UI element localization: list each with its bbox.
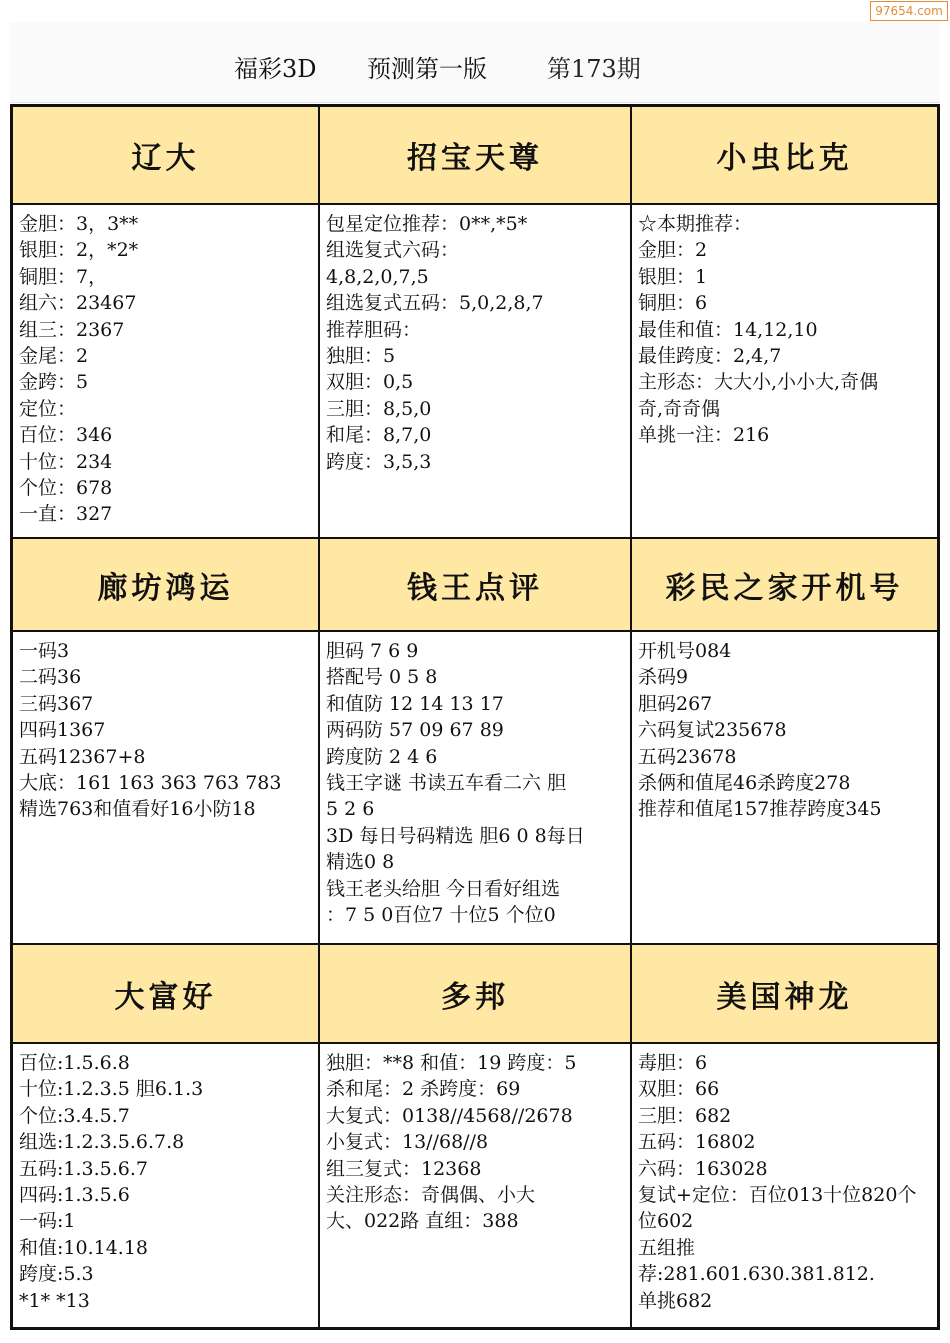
content-line: 3D 每日号码精选 胆6 0 8每日: [326, 824, 585, 847]
content-line: 最佳跨度：2,4,7: [638, 345, 782, 368]
content-line: 三胆：682: [638, 1104, 732, 1127]
content-line: 五组推: [638, 1236, 696, 1259]
content-line: 大、022路 直组：388: [326, 1210, 519, 1233]
content-line: 金跨：5: [19, 371, 89, 394]
content-line: 六码复试235678: [638, 719, 787, 742]
section-title-xiaochong-bike: 小虫比克: [632, 107, 937, 205]
content-line: 十位：234: [19, 450, 113, 473]
content-line: 奇,奇奇偶: [638, 397, 721, 420]
content-line: 四码:1.3.5.6: [19, 1184, 130, 1207]
content-line: 搭配号 0 5 8: [326, 666, 438, 689]
section-content-dafuhao: [13, 1044, 320, 1327]
content-line: 小复式：13//68//8: [326, 1131, 489, 1154]
content-line: 银胆：1: [638, 265, 708, 288]
content-line: 金胆：2: [638, 239, 708, 262]
content-line: 独胆：5: [326, 345, 396, 368]
content-line: 跨度:5.3: [19, 1263, 94, 1286]
content-line: 五码：16802: [638, 1131, 756, 1154]
content-line: 组三复式：12368: [326, 1157, 482, 1180]
content-line: 组选复式六码：: [326, 239, 460, 262]
content-line: 两码防 57 09 67 89: [326, 719, 504, 742]
content-line: *1* *13: [19, 1289, 90, 1312]
content-line: 组选复式五码：5,0,2,8,7: [326, 292, 544, 315]
content-line: 杀和尾：2 杀跨度：69: [326, 1078, 521, 1101]
content-line: 三码367: [19, 692, 94, 715]
content-line: 推荐和值尾157推荐跨度345: [638, 798, 882, 821]
content-line: 包星定位推荐：0**,*5*: [326, 213, 528, 235]
content-line: 三胆：8,5,0: [326, 397, 432, 420]
content-line: 组选:1.2.3.5.6.7.8: [19, 1131, 185, 1154]
content-line: 五码23678: [638, 745, 737, 768]
prediction-table: [10, 104, 940, 1330]
content-line: 和值:10.14.18: [19, 1236, 149, 1259]
edition-label: 预测第一版: [367, 55, 487, 83]
content-line: 六码：163028: [638, 1157, 768, 1180]
content-line: 一码:1: [19, 1210, 76, 1233]
section-content-qianwang-dianping: [320, 632, 632, 945]
content-line: 独胆：**8 和值：19 跨度：5: [326, 1052, 577, 1074]
lottery-name: 福彩3D: [234, 55, 317, 83]
content-line: 四码1367: [19, 719, 106, 742]
content-line: ：7 5 0百位7 十位5 个位0: [326, 904, 556, 927]
content-line: 杀码9: [638, 666, 689, 689]
content-line: 双胆：0,5: [326, 371, 414, 394]
section-title-duobang: 多邦: [320, 945, 632, 1044]
section-content-xiaochong-bike: [632, 205, 937, 539]
content-line: 杀俩和值尾46杀跨度278: [638, 772, 851, 795]
content-line: 金胆：3，3**: [19, 213, 139, 235]
content-line: 跨度防 2 4 6: [326, 745, 438, 768]
section-content-langfang-hongyun: [13, 632, 320, 945]
content-line: 胆码 7 6 9: [326, 640, 419, 662]
content-line: 4,8,2,0,7,5: [326, 265, 429, 288]
content-line: 单挑682: [638, 1289, 713, 1312]
content-line: 定位：: [19, 397, 77, 420]
section-content-liaoda: [13, 205, 320, 539]
section-title-meiguo-shenlong: 美国神龙: [632, 945, 937, 1044]
content-line: 大复式：0138//4568//2678: [326, 1104, 573, 1127]
content-line: 主形态：大大小,小小大,奇偶: [638, 371, 879, 394]
site-watermark: 97654.com: [870, 1, 948, 21]
section-content-meiguo-shenlong: [632, 1044, 937, 1327]
content-line: 位602: [638, 1210, 694, 1233]
content-line: 二码36: [19, 666, 82, 689]
content-line: 组三：2367: [19, 318, 125, 341]
section-content-duobang: [320, 1044, 632, 1327]
content-line: 百位：346: [19, 424, 113, 447]
section-title-liaoda: 辽大: [13, 107, 320, 205]
content-line: 一直：327: [19, 503, 113, 526]
content-line: 十位:1.2.3.5 胆6.1.3: [19, 1078, 204, 1101]
content-line: 大底：161 163 363 763 783: [19, 772, 282, 795]
section-title-qianwang-dianping: 钱王点评: [320, 539, 632, 632]
content-line: 开机号084: [638, 640, 732, 662]
content-line: 双胆：66: [638, 1078, 720, 1101]
content-line: 钱王老头给胆 今日看好组选: [326, 877, 561, 900]
content-line: 胆码267: [638, 692, 713, 715]
content-line: 百位:1.5.6.8: [19, 1052, 130, 1074]
content-line: 银胆：2，*2*: [19, 239, 139, 262]
content-line: 和尾：8,7,0: [326, 424, 432, 447]
content-line: 推荐胆码：: [326, 318, 422, 341]
section-title-zhaobao-tianzun: 招宝天尊: [320, 107, 632, 205]
content-line: 钱王字谜 书读五车看二六 胆: [326, 772, 567, 795]
content-line: 个位：678: [19, 477, 113, 500]
content-line: 和值防 12 14 13 17: [326, 692, 504, 715]
page-title-bar: [10, 22, 940, 103]
content-line: 个位:3.4.5.7: [19, 1104, 130, 1127]
content-line: 五码:1.3.5.6.7: [19, 1157, 149, 1180]
content-line: 跨度：3,5,3: [326, 450, 432, 473]
content-line: ☆本期推荐：: [638, 213, 753, 235]
issue-number: 第173期: [547, 55, 641, 83]
section-title-langfang-hongyun: 廊坊鸿运: [13, 539, 320, 632]
content-line: 金尾：2: [19, 345, 89, 368]
content-line: 复试+定位：百位013十位820个: [638, 1184, 917, 1207]
content-line: 一码3: [19, 640, 70, 662]
content-line: 最佳和值：14,12,10: [638, 318, 818, 341]
content-line: 荐:281.601.630.381.812.: [638, 1263, 875, 1286]
section-content-caimin-zhijia: [632, 632, 937, 945]
content-line: 组六：23467: [19, 292, 137, 315]
section-title-dafuhao: 大富好: [13, 945, 320, 1044]
section-content-zhaobao-tianzun: [320, 205, 632, 539]
content-line: 单挑一注：216: [638, 424, 770, 447]
content-line: 铜胆：6: [638, 292, 708, 315]
content-line: 精选763和值看好16小防18: [19, 798, 256, 821]
content-line: 毒胆：6: [638, 1052, 708, 1074]
content-line: 精选0 8: [326, 851, 395, 874]
content-line: 五码12367+8: [19, 745, 146, 768]
section-title-caimin-zhijia: 彩民之家开机号: [632, 539, 937, 632]
content-line: 5 2 6: [326, 798, 375, 821]
content-line: 铜胆：7，: [19, 265, 108, 288]
content-line: 关注形态：奇偶偶、小大: [326, 1184, 536, 1207]
